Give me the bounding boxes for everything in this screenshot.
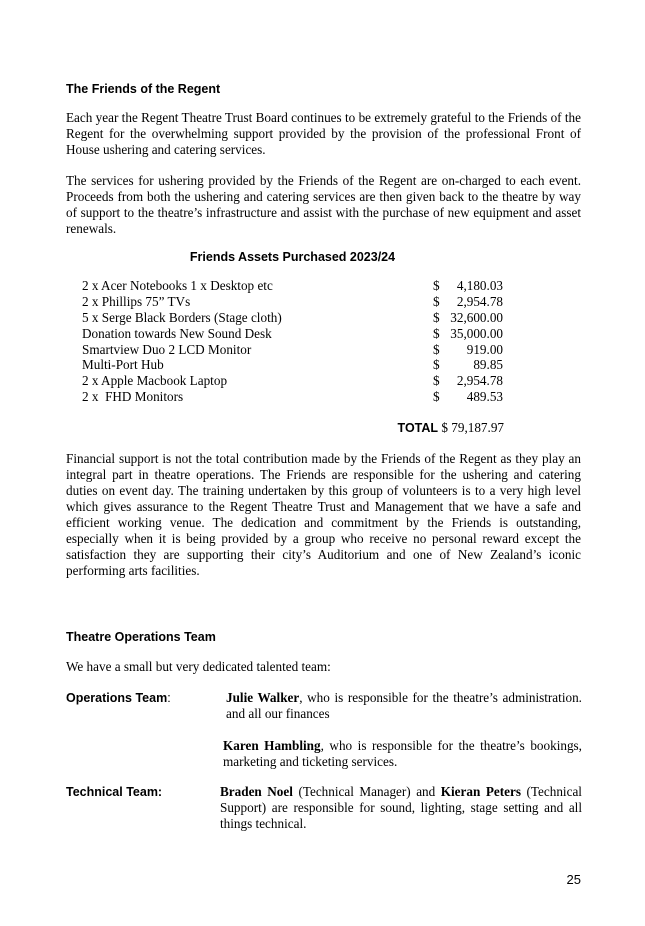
asset-row xyxy=(82,294,507,310)
asset-name: Multi-Port Hub xyxy=(82,357,164,373)
asset-row xyxy=(82,342,507,358)
asset-name: 2 x Acer Notebooks 1 x Desktop etc xyxy=(82,278,273,293)
kieran-name: Kieran Peters xyxy=(440,784,521,799)
friends-paragraph-2: The services for ushering provided by the Friends of the Regent are on-charged to each event. Proceeds from both the ushering and catering services are then given back to the theatre by way of support to the theatre’s infrastructure and assist with the purchase of new equipment and asset renewals. xyxy=(66,173,581,236)
asset-amount: 2,954.78 xyxy=(456,293,503,309)
asset-amount: 489.53 xyxy=(466,389,503,405)
assets-total xyxy=(398,420,504,436)
braden-name: Braden Noel xyxy=(220,784,293,799)
asset-amount: 2,954.78 xyxy=(456,373,503,389)
asset-amount: 919.00 xyxy=(466,341,503,357)
asset-row xyxy=(82,278,507,294)
asset-name: Smartview Duo 2 LCD Monitor xyxy=(82,341,252,357)
karen-desc: , who is responsible for the theatre’s bookings, marketing and ticketing services. xyxy=(223,738,582,769)
asset-amount: 35,000.00 xyxy=(450,325,503,341)
julie-description xyxy=(226,690,582,722)
asset-amount: 4,180.03 xyxy=(456,278,503,293)
asset-name: 5 x Serge Black Borders (Stage cloth) xyxy=(82,309,282,325)
asset-currency: $ xyxy=(433,309,440,325)
kieran-desc: (Technical Support) are responsible for sound, lighting, stage setting and all things technical. xyxy=(220,784,582,831)
asset-row xyxy=(82,389,507,405)
asset-amount: 89.85 xyxy=(473,357,503,373)
assets-list xyxy=(82,278,507,405)
operations-intro: We have a small but very dedicated talented team: xyxy=(66,659,331,674)
total-label: TOTAL xyxy=(397,421,439,435)
asset-currency: $ xyxy=(433,357,440,373)
assets-title: Friends Assets Purchased 2023/24 xyxy=(189,250,396,264)
operations-team-label-colon: : xyxy=(167,691,171,705)
braden-role: (Technical Manager) and xyxy=(292,784,441,799)
julie-name: Julie Walker xyxy=(226,690,300,705)
karen-name: Karen Hambling xyxy=(223,738,321,753)
asset-currency: $ xyxy=(433,293,440,309)
support-paragraph: Financial support is not the total contribution made by the Friends of the Regent as they play an integral part in theatre operations. The Friends are responsible for the ushering and catering duties on event day. The training undertaken by this group of volunteers is to a very high level which gives assurance to the Regent Theatre Trust and Management that we have a safe and efficient working venue. The dedication and commitment by the Friends is outstanding, especially when it is being provided by a group who receive no personal reward except the satisfaction they are supporting their city’s Auditorium and one of New Zealand’s iconic performing arts facilities. xyxy=(66,451,581,578)
friends-heading: The Friends of the Regent xyxy=(66,82,221,96)
asset-row xyxy=(82,357,507,373)
asset-currency: $ xyxy=(433,325,440,341)
operations-team-label xyxy=(66,690,171,706)
asset-amount: 32,600.00 xyxy=(450,309,503,325)
asset-currency: $ xyxy=(433,389,440,405)
asset-name: 2 x Apple Macbook Laptop xyxy=(82,373,228,389)
asset-currency: $ xyxy=(433,278,440,293)
asset-row xyxy=(82,326,507,342)
operations-team-label-text: Operations Team xyxy=(66,691,168,705)
total-value: $ 79,187.97 xyxy=(441,420,504,435)
karen-description xyxy=(223,738,582,770)
julie-desc: , who is responsible for the theatre’s administration. and all our finances xyxy=(226,690,582,721)
operations-heading: Theatre Operations Team xyxy=(66,630,216,644)
friends-paragraph-1: Each year the Regent Theatre Trust Board continues to be extremely grateful to the Friends of the Regent for the overwhelming support provided by the provision of the professional Front of House ushering and catering services. xyxy=(66,110,581,157)
asset-name: 2 x FHD Monitors xyxy=(82,389,184,405)
asset-currency: $ xyxy=(433,341,440,357)
asset-name: 2 x Phillips 75” TVs xyxy=(82,293,191,309)
page-number: 25 xyxy=(566,872,581,887)
asset-row xyxy=(82,310,507,326)
asset-name: Donation towards New Sound Desk xyxy=(82,325,272,341)
technical-team-label: Technical Team: xyxy=(66,785,163,799)
asset-row xyxy=(82,373,507,389)
technical-description xyxy=(220,784,582,832)
asset-currency: $ xyxy=(433,373,440,389)
